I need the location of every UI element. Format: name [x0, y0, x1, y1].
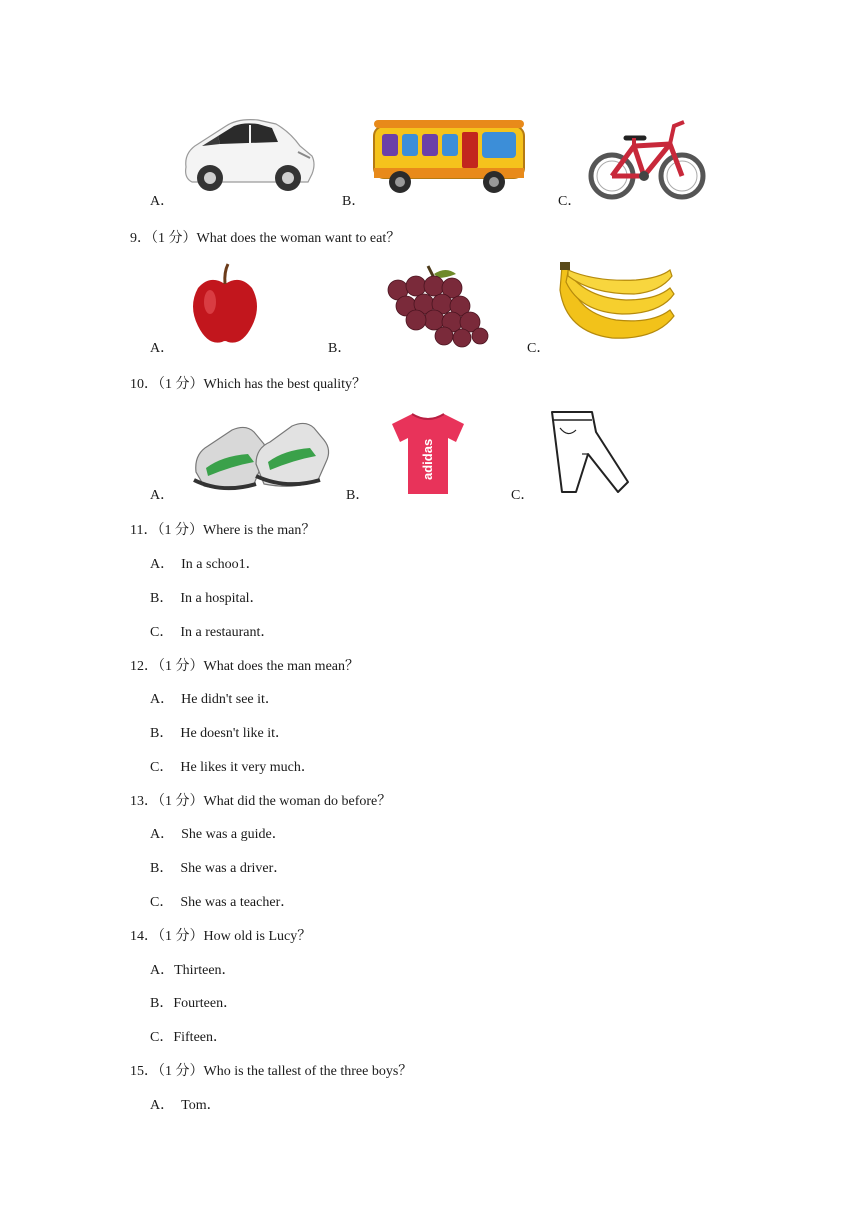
- car-icon: [178, 112, 318, 202]
- q12-option-c-text: He likes it very much．: [180, 760, 315, 775]
- q10-option-b-label[interactable]: B．: [346, 488, 370, 503]
- q11-option-a-letter: A．: [150, 557, 175, 572]
- question-10-text: 10．（1 分）Which has the best quality？: [130, 377, 367, 392]
- q12-option-b-letter: B．: [150, 726, 174, 741]
- question-15-text: 15．（1 分）Who is the tallest of the three boys？: [130, 1064, 413, 1079]
- q13-option-c[interactable]: [150, 891, 294, 911]
- question-14-text: 14．（1 分）How old is Lucy？: [130, 929, 312, 944]
- question-11-text: 11．（1 分）Where is the man？: [130, 523, 316, 538]
- q11-option-b[interactable]: [150, 587, 264, 607]
- q11-option-c-text: In a restaurant．: [180, 625, 275, 640]
- q14-option-a-letter: A．: [150, 963, 175, 978]
- apple-icon: [190, 262, 260, 348]
- q8-option-c-label[interactable]: C．: [558, 194, 582, 209]
- q14-option-c[interactable]: [150, 1026, 227, 1046]
- q12-option-c-letter: C．: [150, 760, 174, 775]
- q14-option-b[interactable]: [150, 992, 237, 1012]
- q14-option-a-text: Thirteen．: [174, 963, 236, 978]
- q11-option-a-text: In a schoo1．: [181, 557, 260, 572]
- question-12-text: 12．（1 分）What does the man mean？: [130, 659, 360, 674]
- q11-option-b-letter: B．: [150, 591, 174, 606]
- q10-option-c-label[interactable]: C．: [511, 488, 535, 503]
- q8-option-a-label[interactable]: A．: [150, 194, 175, 209]
- sneakers-icon: [192, 410, 336, 496]
- q13-option-a-text: She was a guide．: [181, 827, 286, 842]
- question-13-text: 13．（1 分）What did the woman do before？: [130, 794, 392, 809]
- q15-option-a[interactable]: [150, 1094, 221, 1114]
- q11-option-c[interactable]: [150, 621, 274, 641]
- q11-option-b-text: In a hospital．: [180, 591, 264, 606]
- q13-option-b-text: She was a driver．: [180, 861, 288, 876]
- q15-option-a-text: Tom．: [181, 1098, 221, 1113]
- q14-option-a[interactable]: [150, 959, 236, 979]
- q11-option-a[interactable]: [150, 553, 260, 573]
- tshirt-icon: [390, 410, 466, 496]
- q13-option-a[interactable]: [150, 823, 286, 843]
- bicycle-icon: [588, 116, 706, 202]
- grapes-icon: [384, 264, 494, 348]
- tshirt-brand-text: adidas: [420, 438, 435, 480]
- q14-option-c-letter: C．: [150, 1030, 174, 1045]
- q12-option-a[interactable]: [150, 688, 279, 708]
- q12-option-b-text: He doesn't like it．: [180, 726, 290, 741]
- q10-option-a-label[interactable]: A．: [150, 488, 175, 503]
- q9-option-c-label[interactable]: C．: [527, 341, 551, 356]
- q13-option-b-letter: B．: [150, 861, 174, 876]
- q12-option-c[interactable]: [150, 756, 315, 776]
- trousers-icon: [546, 408, 634, 496]
- banana-icon: [556, 262, 676, 346]
- q14-option-b-text: Fourteen．: [173, 996, 238, 1011]
- q12-option-b[interactable]: [150, 722, 289, 742]
- q9-option-b-label[interactable]: B．: [328, 341, 352, 356]
- q9-option-a-label[interactable]: A．: [150, 341, 175, 356]
- q14-option-c-text: Fifteen．: [173, 1030, 227, 1045]
- q11-option-c-letter: C．: [150, 625, 174, 640]
- q14-option-b-letter: B．: [150, 996, 174, 1011]
- question-9-text: 9．（1 分）What does the woman want to eat？: [130, 231, 401, 246]
- q13-option-c-text: She was a teacher．: [180, 895, 295, 910]
- q15-option-a-letter: A．: [150, 1098, 175, 1113]
- q13-option-a-letter: A．: [150, 827, 175, 842]
- q13-option-c-letter: C．: [150, 895, 174, 910]
- q12-option-a-letter: A．: [150, 692, 175, 707]
- bus-icon: [370, 118, 532, 198]
- q12-option-a-text: He didn't see it．: [181, 692, 279, 707]
- q8-option-b-label[interactable]: B．: [342, 194, 366, 209]
- q13-option-b[interactable]: [150, 857, 287, 877]
